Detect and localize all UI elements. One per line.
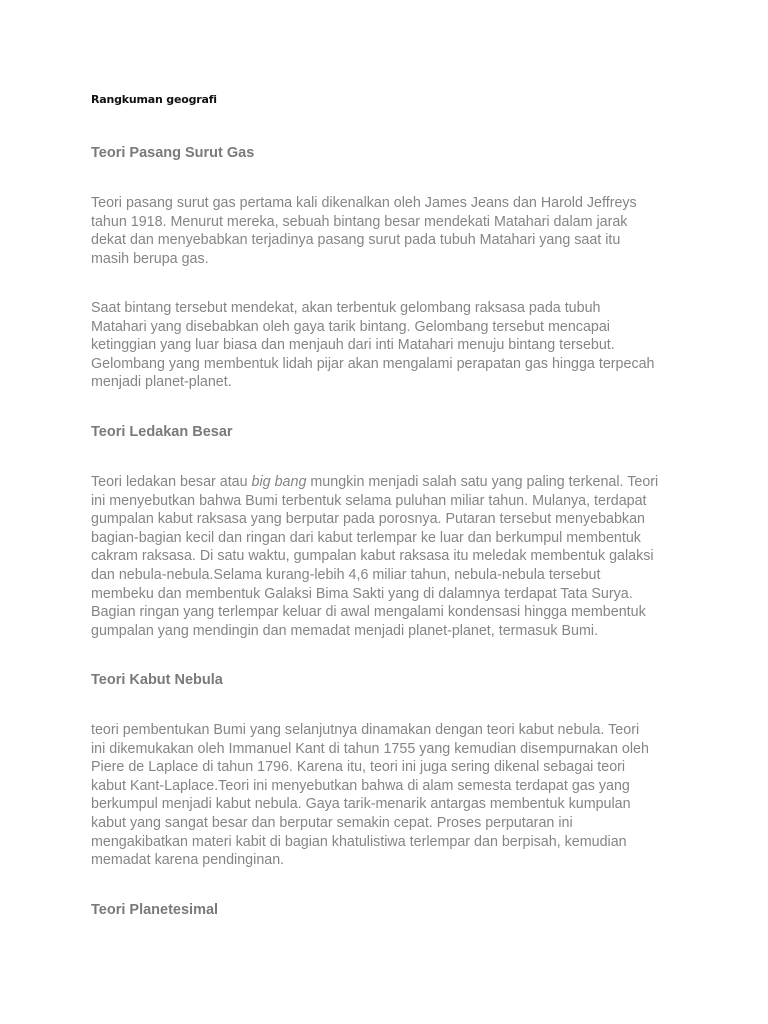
text-line: Matahari yang disebabkan oleh gaya tarik bintang. Gelombang tersebut mencapai xyxy=(91,318,610,335)
text-line: bagian-bagian kecil dan ringan dari kabut terlempar ke luar dan berkumpul membentuk xyxy=(91,529,641,546)
document-title: Rangkuman geografi xyxy=(91,93,217,106)
section-heading-kabut-nebula: Teori Kabut Nebula xyxy=(91,672,223,688)
text-line: tahun 1918. Menurut mereka, sebuah bintang besar mendekati Matahari dalam jarak xyxy=(91,213,628,230)
paragraph-pasang-surut-2 xyxy=(91,299,681,392)
text-line: dan nebula-nebula.Selama kurang-lebih 4,6 miliar tahun, nebula-nebula tersebut xyxy=(91,566,601,583)
text-line: kabut yang sangat besar dan berputar semakin cepat. Proses perputaran ini xyxy=(91,814,573,831)
text-line: teori pembentukan Bumi yang selanjutnya dinamakan dengan teori kabut nebula. Teori xyxy=(91,722,640,738)
text-line: cakram raksasa. Di satu waktu, gumpalan kabut raksasa itu meledak membentuk galaksi xyxy=(91,548,654,565)
text-run: Teori ledakan besar atau xyxy=(91,474,252,490)
section-heading-ledakan-besar: Teori Ledakan Besar xyxy=(91,424,233,440)
text-line: dekat dan menyebabkan terjadinya pasang surut pada tubuh Matahari yang saat itu xyxy=(91,232,621,249)
section-heading-pasang-surut: Teori Pasang Surut Gas xyxy=(91,145,255,161)
text-line: gumpalan yang mendingin dan memadat menjadi planet-planet, termasuk Bumi. xyxy=(91,622,599,639)
text-line: mengakibatkan materi kabit di bagian khatulistiwa terlempar dan berpisah, kemudian xyxy=(91,833,627,850)
text-line: gumpalan kabut raksasa yang berputar pada porosnya. Putaran tersebut menyebabkan xyxy=(91,511,645,528)
text-line: Bagian ringan yang terlempar keluar di awal mengalami kondensasi hingga membentuk xyxy=(91,604,646,621)
text-run: mungkin menjadi salah satu yang paling terkenal. Teori xyxy=(306,474,659,490)
text-line: Saat bintang tersebut mendekat, akan terbentuk gelombang raksasa pada tubuh xyxy=(91,300,601,316)
text-line: Gelombang yang membentuk lidah pijar akan mengalami perapatan gas hingga terpecah xyxy=(91,355,655,372)
text-line: berkumpul menjadi kabut nebula. Gaya tarik-menarik antargas membentuk kumpulan xyxy=(91,796,631,813)
emphasis-text: big bang xyxy=(251,474,307,490)
paragraph-kabut-nebula xyxy=(91,721,681,870)
text-line: kabut Kant-Laplace.Teori ini menyebutkan bahwa di alam semesta terdapat gas yang xyxy=(91,777,630,794)
paragraph-ledakan-besar xyxy=(91,473,681,640)
text-line: menjadi planet-planet. xyxy=(91,374,232,391)
text-line: ini menyebutkan bahwa Bumi terbentuk selama puluhan miliar tahun. Mulanya, terdapat xyxy=(91,492,647,509)
text-line: Piere de Laplace di tahun 1796. Karena itu, teori ini juga sering dikenal sebagai teori xyxy=(91,759,626,776)
text-line: membeku dan membentuk Galaksi Bima Sakti yang di dalamnya terdapat Tata Surya. xyxy=(91,585,633,602)
text-line: ini dikemukakan oleh Immanuel Kant di tahun 1755 yang kemudian disempurnakan oleh xyxy=(91,740,649,757)
text-line: masih berupa gas. xyxy=(91,250,209,267)
section-heading-planetesimal: Teori Planetesimal xyxy=(91,902,219,918)
paragraph-pasang-surut-1 xyxy=(91,194,681,268)
text-line: ketinggian yang luar biasa dan menjauh dari inti Matahari menuju bintang tersebut. xyxy=(91,337,615,354)
text-line: Teori pasang surut gas pertama kali dikenalkan oleh James Jeans dan Harold Jeffreys xyxy=(91,195,637,211)
text-line xyxy=(91,473,681,492)
text-line: memadat karena pendinginan. xyxy=(91,852,285,869)
